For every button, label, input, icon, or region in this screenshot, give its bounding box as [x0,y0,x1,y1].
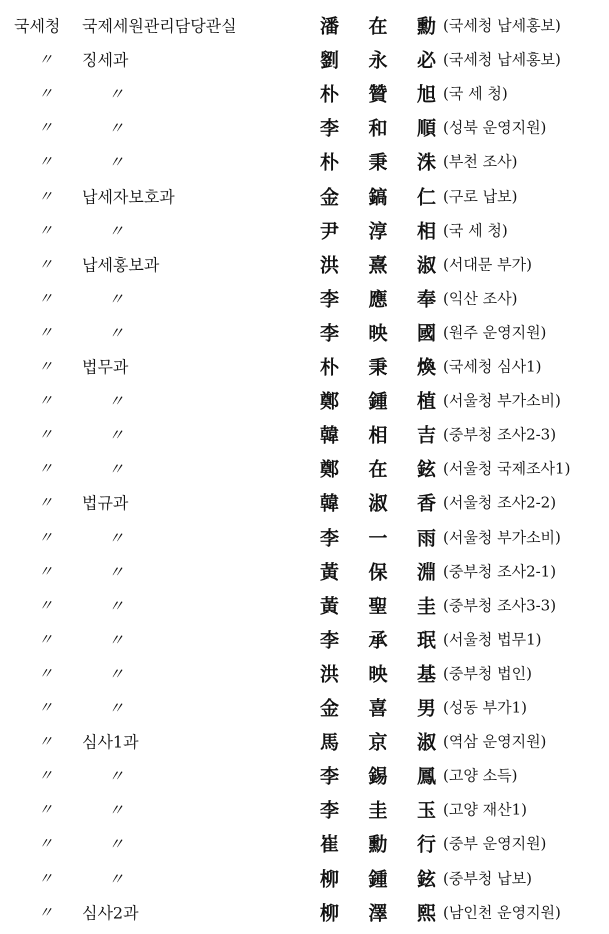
name-cell: 朴 秉 洙 [320,151,436,174]
org-cell: 〃 [38,664,54,683]
name-cell: 馬 京 淑 [320,731,436,754]
unit-cell: 〃 [108,766,125,786]
list-item [0,724,609,758]
unit-cell: 〃 [108,596,125,616]
org-cell: 〃 [38,289,54,308]
org-cell: 〃 [38,528,54,546]
list-item [0,110,609,144]
unit-cell: 〃 [108,289,125,309]
org-cell: 〃 [38,391,54,410]
name-cell: 李 和 順 [320,117,436,140]
previous-post-cell: (역삼 운영지원) [443,732,547,751]
name-cell: 潘 在 勳 [320,15,436,38]
list-item [0,588,609,622]
previous-post-cell: (국 세 청) [443,84,508,103]
list-item [0,349,609,383]
unit-cell: 〃 [108,323,125,343]
previous-post-cell: (남인천 운영지원) [443,903,561,922]
name-cell: 李 應 奉 [320,288,436,311]
org-cell: 〃 [38,118,54,137]
org-cell: 〃 [38,869,54,887]
unit-cell: 〃 [108,425,125,445]
previous-post-cell: (서울청 법무1) [443,630,542,649]
name-cell: 黃 保 淵 [320,561,436,584]
org-cell: 〃 [38,459,54,478]
previous-post-cell: (중부 운영지원) [443,834,547,853]
list-item [0,8,609,42]
unit-cell: 심사2과 [82,903,139,923]
org-cell: 〃 [38,766,54,785]
previous-post-cell: (서대문 부가) [443,255,532,274]
previous-post-cell: (고양 재산1) [443,800,527,819]
previous-post-cell: (중부청 조사2-3) [443,425,557,444]
list-item [0,792,609,826]
unit-cell: 〃 [108,118,125,138]
previous-post-cell: (국세청 납세홍보) [443,16,561,35]
unit-cell: 〃 [108,459,125,479]
list-item [0,76,609,110]
previous-post-cell: (고양 소득) [443,766,518,785]
unit-cell: 징세과 [82,50,129,70]
list-item [0,247,609,281]
previous-post-cell: (익산 조사) [443,289,518,308]
unit-cell: 〃 [108,528,125,547]
list-item [0,42,609,76]
org-cell: 〃 [38,732,54,751]
name-cell: 尹 淳 相 [320,220,436,243]
previous-post-cell: (중부청 조사3-3) [443,596,557,615]
previous-post-cell: (중부청 납보) [443,869,532,887]
name-cell: 李 錫 鳳 [320,765,436,788]
org-cell: 〃 [38,800,54,819]
list-item [0,144,609,178]
org-cell: 〃 [38,187,54,205]
org-cell: 〃 [38,493,54,512]
name-cell: 朴 秉 煥 [320,356,436,379]
list-item [0,179,609,213]
list-item [0,554,609,588]
unit-cell: 〃 [108,221,125,241]
org-cell: 〃 [38,152,54,171]
unit-cell: 법무과 [82,357,129,377]
name-cell: 金 喜 男 [320,697,436,720]
previous-post-cell: (국세청 심사1) [443,357,542,376]
name-cell: 鄭 在 鉉 [320,458,436,481]
list-item [0,826,609,860]
previous-post-cell: (중부청 조사2-1) [443,562,557,581]
name-cell: 柳 鍾 鉉 [320,868,436,890]
name-cell: 鄭 鍾 植 [320,390,436,413]
org-cell: 〃 [38,221,54,240]
unit-cell: 심사1과 [82,732,139,752]
org-cell: 〃 [38,50,54,69]
previous-post-cell: (서울청 부가소비) [443,528,561,546]
unit-cell: 〃 [108,152,125,172]
org-cell: 〃 [38,357,54,376]
org-cell: 〃 [38,84,54,103]
previous-post-cell: (성북 운영지원) [443,118,547,137]
unit-cell: 〃 [108,391,125,411]
name-cell: 韓 相 吉 [320,424,436,447]
org-cell: 〃 [38,630,54,649]
name-cell: 金 鎬 仁 [320,186,436,208]
list-item [0,383,609,417]
unit-cell: 〃 [108,84,125,104]
list-item [0,417,609,451]
previous-post-cell: (부천 조사) [443,152,518,171]
unit-cell: 〃 [108,869,125,888]
name-cell: 洪 映 基 [320,663,436,686]
name-cell: 李 一 雨 [320,527,436,549]
unit-cell: 〃 [108,698,125,718]
name-cell: 朴 贊 旭 [320,83,436,106]
list-item [0,520,609,554]
org-cell: 〃 [38,903,54,922]
list-item [0,861,609,895]
org-cell: 〃 [38,323,54,342]
list-item [0,895,609,929]
org-cell: 〃 [38,425,54,444]
list-item [0,315,609,349]
list-item [0,485,609,519]
name-cell: 劉 永 必 [320,49,436,72]
org-cell: 〃 [38,698,54,717]
org-cell: 〃 [38,596,54,615]
name-cell: 李 圭 玉 [320,799,436,822]
previous-post-cell: (중부청 법인) [443,664,532,683]
org-cell: 〃 [38,834,54,853]
unit-cell: 〃 [108,664,125,684]
name-cell: 柳 澤 熙 [320,902,436,925]
previous-post-cell: (성동 부가1) [443,698,527,717]
list-item [0,758,609,792]
unit-cell: 〃 [108,630,125,650]
name-cell: 洪 熹 淑 [320,254,436,277]
unit-cell: 납세홍보과 [82,255,160,275]
name-cell: 韓 淑 香 [320,492,436,515]
unit-cell: 납세자보호과 [82,187,175,206]
unit-cell: 〃 [108,800,125,820]
name-cell: 李 映 國 [320,322,436,345]
list-item [0,281,609,315]
list-item [0,656,609,690]
org-cell: 국세청 [14,16,61,36]
list-item [0,622,609,656]
unit-cell: 법규과 [82,493,129,513]
name-cell: 黃 聖 圭 [320,595,436,618]
unit-cell: 〃 [108,834,125,854]
unit-cell: 〃 [108,562,125,582]
list-item [0,213,609,247]
previous-post-cell: (서울청 부가소비) [443,391,561,410]
previous-post-cell: (원주 운영지원) [443,323,547,342]
name-cell: 崔 勳 行 [320,833,436,856]
org-cell: 〃 [38,562,54,581]
previous-post-cell: (서울청 조사2-2) [443,493,557,512]
previous-post-cell: (구로 납보) [443,187,518,205]
name-cell: 李 承 珉 [320,629,436,652]
org-cell: 〃 [38,255,54,274]
list-item [0,690,609,724]
unit-cell: 국제세원관리담당관실 [82,16,237,36]
list-item [0,451,609,485]
previous-post-cell: (국세청 납세홍보) [443,50,561,69]
previous-post-cell: (국 세 청) [443,221,508,240]
previous-post-cell: (서울청 국제조사1) [443,459,571,478]
